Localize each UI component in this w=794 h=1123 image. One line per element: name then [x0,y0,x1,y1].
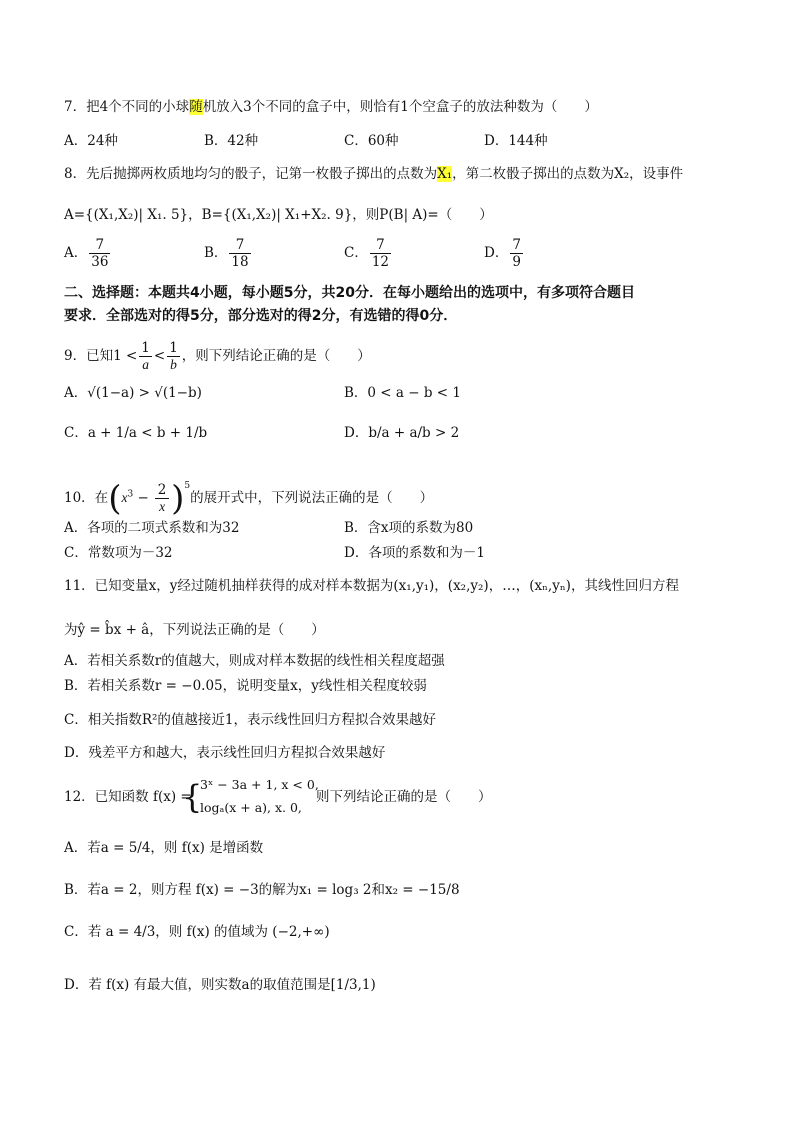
q10-option-a: A．各项的二项式系数和为32 [64,520,240,536]
q7-stem: 7．把4个不同的小球随机放入3个不同的盒子中，则恰有1个空盒子的放法种数为（ ） [64,99,598,115]
q7-option-b: B．42种 [204,133,259,149]
q8-option-a: A． $\frac{7}{36}$ [64,237,109,270]
case-brace: { [182,778,203,816]
fraction: $\frac{2}{x}$ [155,482,169,515]
q10-option-c: C．常数项为－32 [64,545,173,561]
q12-option-c: C．若 a = 4/3，则 f(x) 的值域为 (−2,+∞) [64,924,330,940]
highlight-mark: 随 [189,99,203,115]
section-heading: 二、选择题：本题共4小题，每小题5分，共20分．在每小题给出的选项中，有多项符合题目 [64,285,635,301]
q10-option-b: B．含x项的系数为80 [344,520,474,536]
q9-option-d: D．b/a + a/b > 2 [344,425,460,441]
q7-option-c: C．60种 [344,133,399,149]
q12-option-a: A．若a = 5/4，则 f(x) 是增函数 [64,840,264,856]
q10-option-d: D．各项的系数和为－1 [344,545,485,561]
q8-stem: 8．先后抛掷两枚质地均匀的骰子，记第一枚骰子掷出的点数为X₁，第二枚骰子掷出的点数为X₂，设事件 [64,166,684,182]
q9-option-a: A．√(1−a) > √(1−b) [64,385,202,401]
section-heading-cont: 要求．全部选对的得5分，部分选对的得2分，有选错的得0分． [64,308,458,324]
q12-stem-post: 则下列结论正确的是（ ） [316,789,492,805]
q11-option-d: D．残差平方和越大，表示线性回归方程拟合效果越好 [64,745,386,761]
q9-option-b: B．0 < a − b < 1 [344,385,461,401]
fraction: $\frac{7}{9}$ [512,237,521,270]
fraction: $\frac{1}{b}$ [169,340,178,372]
q8-events: A={(X₁,X₂)| X₁. 5}，B={(X₁,X₂)| X₁+X₂. 9}，则P(B| A)=（ ） [64,207,493,223]
q11-option-b: B．若相关系数r = −0.05，说明变量x，y线性相关程度较弱 [64,678,427,694]
q9-stem: 9．已知1 < $\frac{1}{a}$ < $\frac{1}{b}$ ，则下列结论正确的是（ ） [64,340,371,372]
fraction: $\frac{7}{18}$ [231,237,249,270]
q11-stem: 11．已知变量x，y经过随机抽样获得的成对样本数据为(x₁,y₁)，(x₂,y₂)，…，(xₙ,yₙ)，其线性回归方程 [64,578,679,594]
q8-option-c: C． $\frac{7}{12}$ [344,237,390,270]
q12-option-b: B．若a = 2，则方程 f(x) = −3的解为x₁ = log₃ 2和x₂ = −15/8 [64,882,460,898]
fraction: $\frac{7}{12}$ [371,237,390,270]
q7-option-d: D．144种 [484,133,548,149]
q10-stem: 10．在($x^3$ − $\frac{2}{x}$ )$^5$的展开式中，下列说法正确的是（ ） [64,478,434,519]
q11-option-a: A．若相关系数r的值越大，则成对样本数据的线性相关程度超强 [64,653,445,669]
q8-option-b: B． $\frac{7}{18}$ [204,237,249,270]
q9-option-c: C．a + 1/a < b + 1/b [64,425,208,441]
q11-option-c: C．相关指数R²的值越接近1，表示线性回归方程拟合效果越好 [64,712,436,728]
fraction: $\frac{7}{36}$ [91,237,109,270]
q8-option-d: D． $\frac{7}{9}$ [484,237,521,270]
highlight-mark: X₁ [437,166,453,182]
fraction: $\frac{1}{a}$ [141,340,150,372]
q12-stem-pre: 12．已知函数 f(x) = [64,789,192,805]
q11-stem-cont: 为ŷ = b̂x + â，下列说法正确的是（ ） [64,622,325,638]
q12-case-2: logₐ(x + a), x. 0, [200,800,302,815]
q7-option-a: A．24种 [64,133,118,149]
q12-case-1: 3ˣ − 3a + 1, x < 0, [200,777,319,792]
q12-option-d: D．若 f(x) 有最大值，则实数a的取值范围是[1/3,1) [64,977,376,993]
